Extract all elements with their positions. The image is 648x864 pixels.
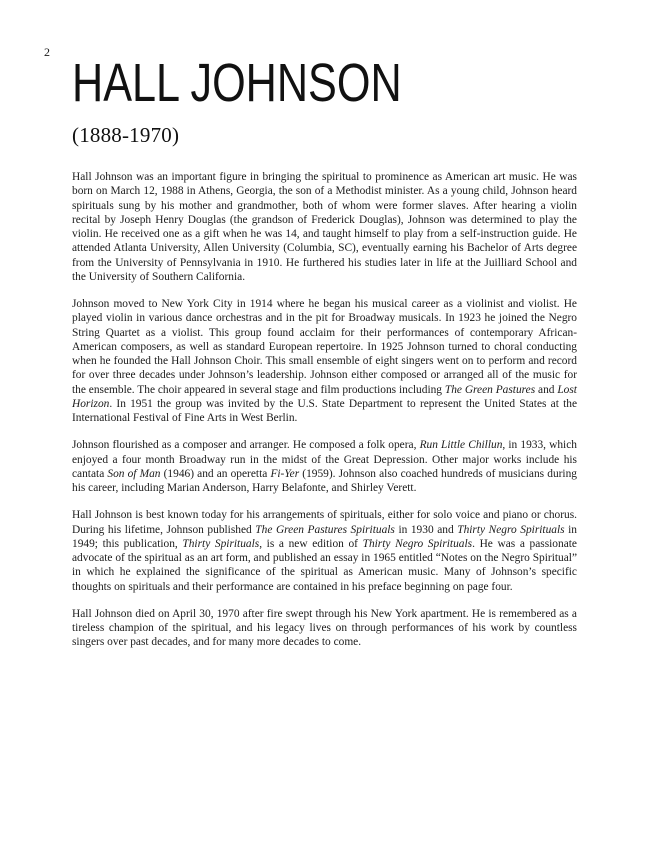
- italic-title-text: Thirty Spirituals: [182, 537, 260, 550]
- paragraph: [72, 170, 577, 284]
- body-text: , in 1933, which enjoyed a four month Broadway run in the midst of the Great Depression. Other major works include his cantata: [72, 439, 577, 480]
- paragraph: [72, 508, 577, 594]
- body-text: Johnson moved to New York City in 1914 where he began his musical career as a violinist and violist. He played violin in various dance orchestras and in the pit for Broadway musicals. In 1923 he joined the Negro String Quartet as a violist. This group found acclaim for their performances of contemporary African-American composers, as well as standard European repertoire. In 1925 Johnson turned to choral conducting when he founded the Hall Johnson Choir. This small ensemble of eight singers went on to perform and record for over three decades under Johnson’s leadership. Johnson either composed or arranged all of the music for the ensemble. The choir appeared in several stage and film productions including: [72, 298, 577, 396]
- body-text: and: [535, 383, 558, 396]
- italic-title-text: The Green Pastures: [444, 383, 536, 396]
- page-subtitle: (1888-1970): [72, 123, 180, 147]
- page-number: 2: [44, 45, 50, 59]
- body-text: Hall Johnson is best known today for his arrangements of spirituals, either for solo voice and piano or chorus. During his lifetime, Johnson published: [72, 509, 577, 536]
- italic-title-text: The Green Pastures Spirituals: [255, 523, 395, 536]
- paragraph: [72, 297, 577, 425]
- body-text: in 1949; this publication,: [72, 523, 578, 550]
- body-text: Johnson flourished as a composer and arranger. He composed a folk opera,: [72, 439, 420, 452]
- italic-title-text: Run Little Chillun: [419, 439, 503, 452]
- page-title: HALL JOHNSON: [72, 53, 402, 113]
- italic-title-text: Lost Horizon: [72, 383, 577, 410]
- body-text: Hall Johnson was an important figure in bringing the spiritual to prominence as American art music. He was born on March 12, 1988 in Athens, Georgia, the son of a Methodist minister. As a young child, Johnson heard spirituals sung by his mother and grandmother, both of whom were former slaves. After hearing a violin recital by Joseph Henry Douglas (the grandson of Frederick Douglas), Johnson was determined to play the violin. He received one as a gift when he was 14, and taught himself to play from a self-instruction guide. He attended Atlanta University, Allen University (Columbia, SC), eventually earning his Bachelor of Arts degree from the University of Pennsylvania in 1910. He furthered his studies later in life at the Juilliard School and the University of Southern California.: [72, 171, 577, 283]
- body-text: . He was a passionate advocate of the spiritual as an art form, and published an essay in 1965 entitled “Notes on the Negro Spiritual” in which he explained the significance of the spiritual as American music. Many of Johnson’s specific thoughts on spirituals and their performance are contained in his preface beginning on page four.: [72, 537, 577, 593]
- body-text: , is a new edition of: [259, 537, 363, 550]
- italic-title-text: Fi-Yer: [270, 467, 300, 480]
- italic-title-text: Son of Man: [107, 467, 161, 480]
- body-text: (1959). Johnson also coached hundreds of musicians during his career, including Marian Anderson, Harry Belafonte, and Shirley Verett.: [72, 467, 577, 494]
- paragraph: [72, 438, 577, 495]
- biography-text: [72, 170, 577, 650]
- italic-title-text: Thirty Negro Spirituals: [362, 537, 473, 550]
- paragraph: [72, 607, 577, 650]
- body-text: Hall Johnson died on April 30, 1970 after fire swept through his New York apartment. He is remembered as a tireless champion of the spiritual, and his legacy lives on through performances of his work by countless singers over past decades, and for many more decades to come.: [72, 607, 577, 649]
- page-content: [72, 53, 578, 663]
- body-text: (1946) and an operetta: [160, 467, 271, 480]
- body-text: . In 1951 the group was invited by the U.S. State Department to represent the United States at the International Festival of Fine Arts in West Berlin.: [72, 397, 577, 424]
- body-text: in 1930 and: [394, 523, 458, 536]
- italic-title-text: Thirty Negro Spirituals: [457, 523, 565, 536]
